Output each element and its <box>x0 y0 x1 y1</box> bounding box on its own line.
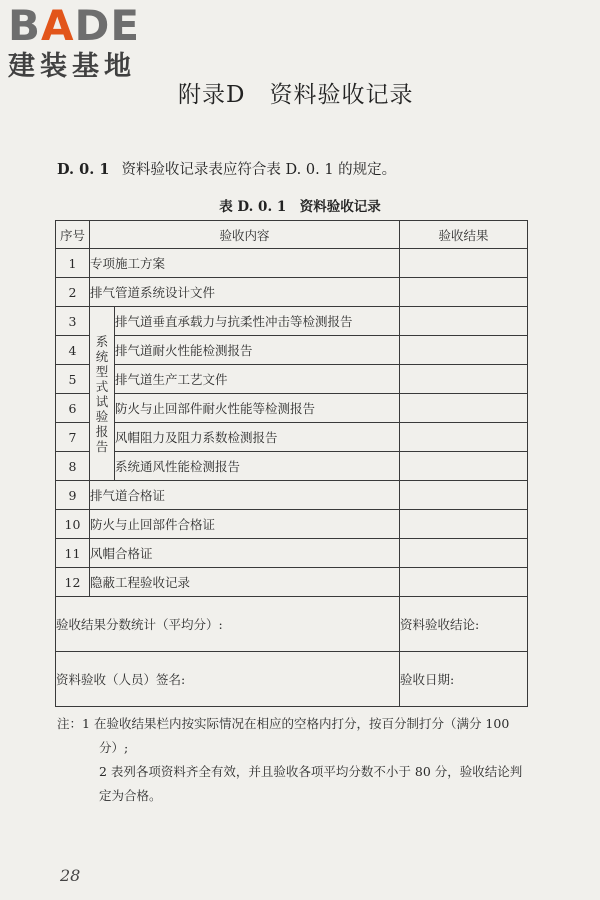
row-number: 9 <box>56 481 90 510</box>
table-row <box>56 278 528 307</box>
result-cell[interactable] <box>400 568 528 597</box>
row-number: 5 <box>56 365 90 394</box>
note-2: 2 表列各项资料齐全有效，并且验收各项平均分数不小于 80 分，验收结论判 <box>99 764 523 779</box>
bade-logo <box>8 1 141 84</box>
table-row <box>56 307 528 336</box>
clause-text: 资料验收记录表应符合表 D. 0. 1 的规定。 <box>121 162 397 178</box>
table-row <box>56 452 528 481</box>
logo-wordmark: BADE <box>8 1 141 50</box>
result-cell[interactable] <box>400 365 528 394</box>
row-number: 7 <box>56 423 90 452</box>
row-label: 防火与止回部件耐火性能等检测报告 <box>115 394 400 423</box>
table-header-row <box>56 221 528 249</box>
result-cell[interactable] <box>400 394 528 423</box>
header-content: 验收内容 <box>90 221 400 249</box>
table-row <box>56 423 528 452</box>
notes-prefix: 注： <box>57 716 83 731</box>
row-number: 10 <box>56 510 90 539</box>
conclusion-field[interactable]: 资料验收结论: <box>400 597 528 652</box>
row-label: 排气道垂直承载力与抗柔性冲击等检测报告 <box>115 307 400 336</box>
row-label: 排气道合格证 <box>90 481 400 510</box>
row-label: 隐蔽工程验收记录 <box>90 568 400 597</box>
result-cell[interactable] <box>400 539 528 568</box>
result-cell[interactable] <box>400 423 528 452</box>
page-number: 28 <box>60 866 81 885</box>
clause-number: D. 0. 1 <box>57 161 110 178</box>
row-number: 4 <box>56 336 90 365</box>
result-cell[interactable] <box>400 249 528 278</box>
table-row <box>56 568 528 597</box>
result-cell[interactable] <box>400 481 528 510</box>
row-number: 11 <box>56 539 90 568</box>
score-row <box>56 597 528 652</box>
table-row <box>56 394 528 423</box>
clause-paragraph <box>57 158 396 179</box>
row-number: 2 <box>56 278 90 307</box>
row-label: 专项施工方案 <box>90 249 400 278</box>
row-number: 6 <box>56 394 90 423</box>
header-no: 序号 <box>56 221 90 249</box>
acceptance-record-table <box>55 220 528 707</box>
note-1: 注：1 在验收结果栏内按实际情况在相应的空格内打分，按百分制打分（满分 100 <box>57 716 510 731</box>
result-cell[interactable] <box>400 336 528 365</box>
result-cell[interactable] <box>400 510 528 539</box>
row-label: 排气道生产工艺文件 <box>115 365 400 394</box>
table-row <box>56 539 528 568</box>
row-label: 防火与止回部件合格证 <box>90 510 400 539</box>
note-1-continued: 分）; <box>99 740 129 755</box>
table-notes <box>57 712 547 808</box>
row-label: 排气道耐火性能检测报告 <box>115 336 400 365</box>
table-row <box>56 336 528 365</box>
result-cell[interactable] <box>400 307 528 336</box>
result-cell[interactable] <box>400 278 528 307</box>
row-number: 1 <box>56 249 90 278</box>
table-row <box>56 481 528 510</box>
score-summary-field[interactable]: 验收结果分数统计（平均分）: <box>56 597 400 652</box>
row-label: 排气管道系统设计文件 <box>90 278 400 307</box>
row-number: 8 <box>56 452 90 481</box>
table-row <box>56 365 528 394</box>
note-2-continued: 定为合格。 <box>99 788 162 803</box>
table-title: 表 D. 0. 1 资料验收记录 <box>219 199 381 215</box>
signature-row <box>56 652 528 707</box>
result-cell[interactable] <box>400 452 528 481</box>
group-label-system-type-test-reports: 系 统 型 式 试 验 报 告 <box>90 307 115 481</box>
row-number: 12 <box>56 568 90 597</box>
row-label: 风帽阻力及阻力系数检测报告 <box>115 423 400 452</box>
row-label: 系统通风性能检测报告 <box>115 452 400 481</box>
table-row <box>56 510 528 539</box>
row-number: 3 <box>56 307 90 336</box>
logo-chinese-text: 建装基地 <box>8 51 136 82</box>
date-field[interactable]: 验收日期: <box>400 652 528 707</box>
header-result: 验收结果 <box>400 221 528 249</box>
row-label: 风帽合格证 <box>90 539 400 568</box>
table-row <box>56 249 528 278</box>
appendix-title: 附录D 资料验收记录 <box>178 82 414 108</box>
signature-field[interactable]: 资料验收（人员）签名: <box>56 652 400 707</box>
